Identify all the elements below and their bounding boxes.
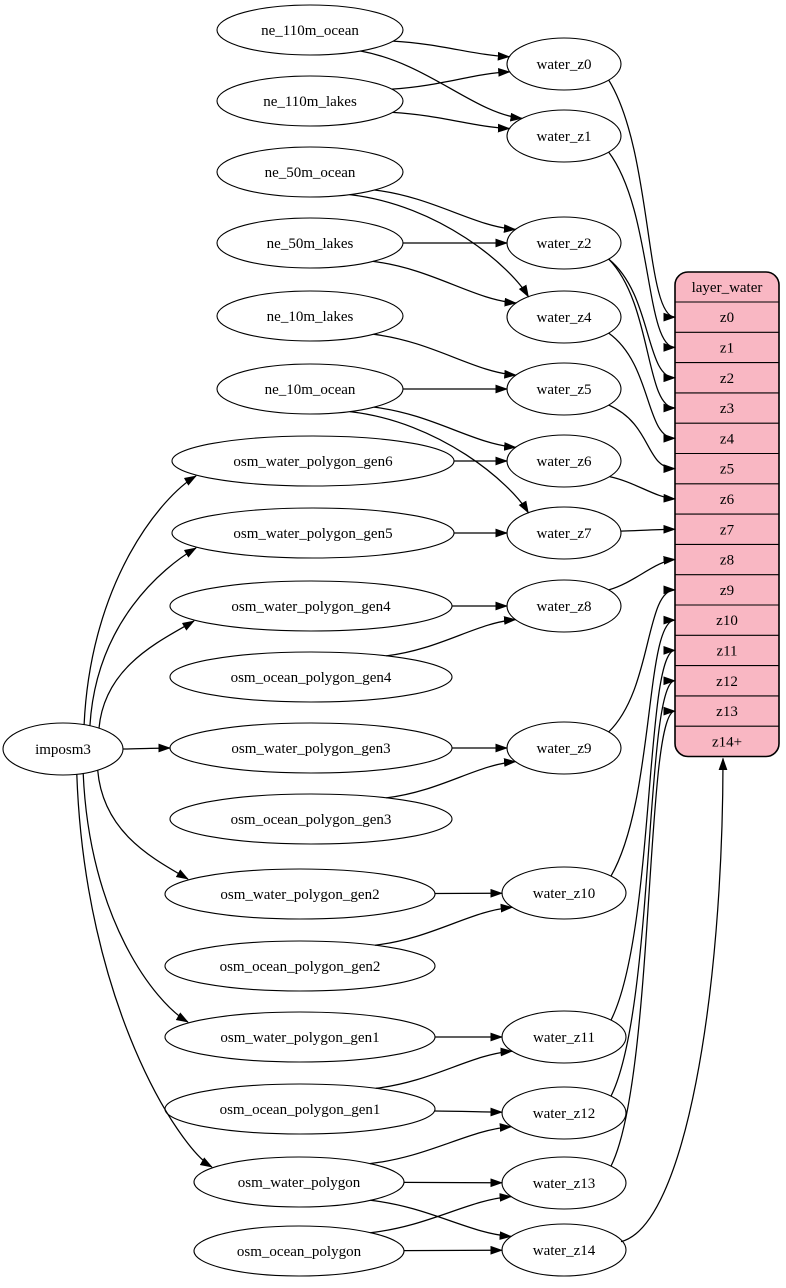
edge-ne_110m_lakes-to-water_z1 [393,112,510,128]
node-osm_water_polygon_gen1 [165,1012,435,1062]
record-row-z8: z8 [720,553,734,569]
record-row-z2: z2 [720,371,734,387]
edge-osm_ocean_polygon_gen1-to-water_z11 [376,1051,512,1088]
node-label-ne_110m_lakes: ne_110m_lakes [263,94,357,110]
edge-imposm3-to-osm_water_polygon_gen3 [123,748,170,749]
edge-osm_ocean_polygon_gen2-to-water_z10 [375,907,512,945]
node-osm_ocean_polygon_gen3 [170,794,452,844]
record-row-z1: z1 [720,340,734,356]
record-row-z7: z7 [720,522,735,538]
node-osm_water_polygon_gen2 [165,869,435,919]
node-water_z9 [507,722,621,774]
node-label-osm_ocean_polygon_gen3: osm_ocean_polygon_gen3 [231,812,392,828]
node-water_z5 [507,363,621,415]
edge-osm_ocean_polygon_gen1-to-water_z12 [435,1111,502,1112]
node-label-water_z2: water_z2 [537,236,592,252]
node-label-ne_50m_lakes: ne_50m_lakes [267,236,354,252]
edge-osm_water_polygon-to-water_z14 [370,1200,511,1236]
node-label-water_z6: water_z6 [537,454,592,470]
node-osm_ocean_polygon_gen4 [170,652,452,702]
node-label-osm_water_polygon_gen3: osm_water_polygon_gen3 [231,741,390,757]
edge-osm_ocean_polygon-to-water_z13 [370,1197,511,1233]
record-row-z12: z12 [716,674,738,690]
node-label-water_z1: water_z1 [537,129,592,145]
edge-ne_50m_lakes-to-water_z4 [373,261,516,303]
node-water_z4 [507,291,621,343]
edge-ne_110m_lakes-to-water_z0 [392,72,510,89]
node-water_z7 [507,507,621,559]
record-row-z14+: z14+ [712,734,742,750]
node-label-water_z14: water_z14 [533,1243,596,1259]
node-water_z6 [507,435,621,487]
edge-ne_110m_ocean-to-water_z0 [393,41,509,57]
node-label-water_z4: water_z4 [537,310,592,326]
node-label-osm_water_polygon_gen6: osm_water_polygon_gen6 [233,454,393,470]
node-osm_water_polygon [194,1157,404,1207]
node-label-osm_water_polygon_gen4: osm_water_polygon_gen4 [231,599,391,615]
node-label-osm_ocean_polygon_gen4: osm_ocean_polygon_gen4 [231,670,392,686]
node-water_z13 [502,1157,626,1209]
node-label-water_z11: water_z11 [533,1030,595,1046]
node-label-ne_10m_lakes: ne_10m_lakes [267,309,354,325]
node-water_z10 [502,867,626,919]
node-label-water_z0: water_z0 [537,57,592,73]
node-label-imposm3: imposm3 [35,742,91,758]
edge-ne_50m_ocean-to-water_z2 [375,190,516,229]
node-label-osm_water_polygon_gen2: osm_water_polygon_gen2 [220,887,379,903]
node-water_z8 [507,580,621,632]
node-label-osm_water_polygon: osm_water_polygon [238,1175,361,1191]
node-water_z12 [502,1087,626,1139]
node-label-ne_50m_ocean: ne_50m_ocean [265,165,356,181]
edge-water_z13-to-layer_water-z13 [611,711,675,1166]
node-label-ne_110m_ocean: ne_110m_ocean [261,23,359,39]
edge-osm_water_polygon-to-water_z12 [370,1127,511,1164]
node-ne_10m_ocean [217,364,403,414]
record-row-z4: z4 [720,431,735,447]
record-row-z9: z9 [720,583,734,599]
record-row-z5: z5 [720,462,734,478]
record-row-z0: z0 [720,310,734,326]
node-label-osm_water_polygon_gen5: osm_water_polygon_gen5 [233,526,392,542]
edge-water_z0-to-layer_water-z0 [609,80,675,317]
node-osm_ocean_polygon [194,1226,404,1276]
node-label-water_z10: water_z10 [533,886,595,902]
node-label-osm_water_polygon_gen1: osm_water_polygon_gen1 [220,1030,379,1046]
record-title: layer_water [692,280,763,296]
edge-water_z8-to-layer_water-z8 [609,560,675,590]
node-osm_ocean_polygon_gen2 [165,941,435,991]
node-label-water_z7: water_z7 [537,526,592,542]
edge-ne_10m_lakes-to-water_z5 [374,334,516,375]
node-label-osm_ocean_polygon_gen2: osm_ocean_polygon_gen2 [220,959,381,975]
record-row-z3: z3 [720,401,734,417]
node-water_z2 [507,217,621,269]
node-label-ne_10m_ocean: ne_10m_ocean [265,382,356,398]
node-label-water_z13: water_z13 [533,1176,595,1192]
node-osm_water_polygon_gen3 [170,723,452,773]
record-row-z11: z11 [716,643,737,659]
node-water_z14 [502,1224,626,1276]
node-ne_110m_ocean [217,5,403,55]
node-ne_50m_lakes [217,218,403,268]
node-osm_water_polygon_gen4 [170,581,452,631]
node-label-osm_ocean_polygon_gen1: osm_ocean_polygon_gen1 [220,1102,381,1118]
node-label-water_z8: water_z8 [537,599,592,615]
node-water_z0 [507,38,621,90]
edge-water_z7-to-layer_water-z7 [621,529,675,531]
node-label-water_z5: water_z5 [537,382,592,398]
edge-water_z11-to-layer_water-z11 [611,650,675,1020]
node-imposm3 [3,723,123,775]
record-layer_water [675,272,779,757]
node-label-water_z12: water_z12 [533,1106,595,1122]
node-osm_water_polygon_gen5 [172,508,454,558]
record-row-z13: z13 [716,704,738,720]
node-osm_ocean_polygon_gen1 [165,1084,435,1134]
edge-water_z6-to-layer_water-z6 [610,477,675,499]
record-row-z6: z6 [720,492,735,508]
node-label-osm_ocean_polygon: osm_ocean_polygon [237,1244,362,1260]
node-ne_110m_lakes [217,76,403,126]
node-ne_10m_lakes [217,291,403,341]
node-osm_water_polygon_gen6 [172,436,454,486]
edge-water_z14-to-layer_water-z14+ [621,759,723,1242]
node-water_z1 [507,110,621,162]
record-row-z10: z10 [716,613,738,629]
node-label-water_z9: water_z9 [537,741,592,757]
node-water_z11 [502,1011,626,1063]
